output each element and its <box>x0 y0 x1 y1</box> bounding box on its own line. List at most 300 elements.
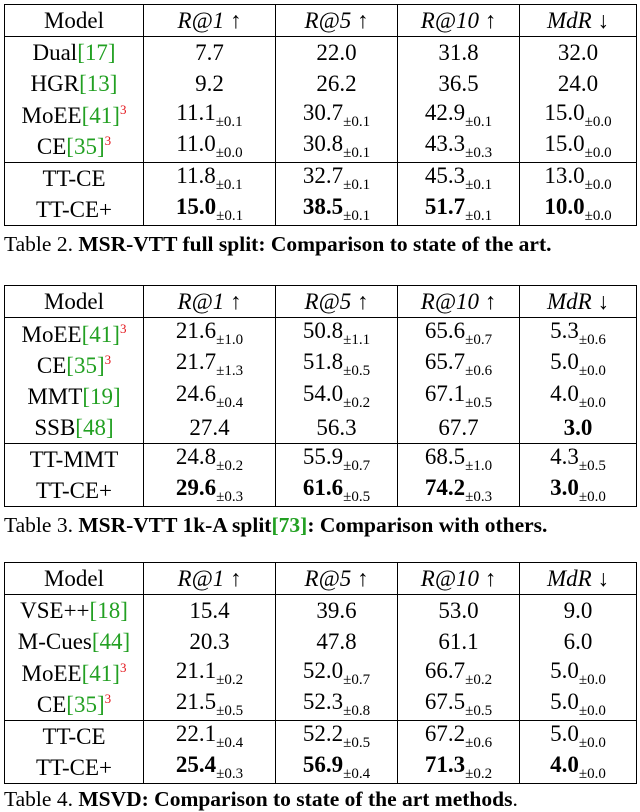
metric-cell <box>398 318 520 350</box>
metric-std: ±0.7 <box>465 332 493 349</box>
model-cell <box>5 720 144 752</box>
header-r1: R@1 ↑ <box>144 5 276 37</box>
metric-value: 32.0 <box>557 40 599 66</box>
model-cell <box>5 381 144 412</box>
metric-value: 3.0 <box>550 475 579 501</box>
metric-cell <box>520 658 637 689</box>
metric-std: ±1.0 <box>465 458 493 475</box>
metric-value: 36.5 <box>438 71 479 97</box>
model-cell <box>5 595 144 627</box>
metric-value: 24.6 <box>175 380 217 406</box>
citation-link[interactable]: [41] <box>81 661 120 687</box>
metric-cell <box>398 626 520 657</box>
footnote-marker[interactable]: 3 <box>104 351 112 367</box>
metric-cell <box>398 131 520 163</box>
metric-cell <box>276 720 398 752</box>
metric-value: 65.6 <box>424 318 466 344</box>
metric-value: 15.0 <box>175 194 217 220</box>
metric-cell <box>144 595 276 627</box>
model-name: TT-CE <box>42 724 106 750</box>
metric-cell <box>144 689 276 721</box>
metric-cell <box>276 443 398 475</box>
metric-cell <box>276 689 398 721</box>
table-row <box>5 443 637 475</box>
results-table-2 <box>4 4 637 226</box>
metric-cell <box>520 131 637 163</box>
model-cell <box>5 626 144 657</box>
model-name: MoEE <box>21 103 82 129</box>
metric-cell <box>276 595 398 627</box>
metric-value: 5.0 <box>550 349 579 375</box>
metric-value: 9.0 <box>563 598 593 624</box>
metric-cell <box>398 475 520 507</box>
metric-value: 11.0 <box>176 130 216 156</box>
metric-value: 61.1 <box>438 629 479 655</box>
table-row <box>5 720 637 752</box>
metric-value: 15.0 <box>544 99 585 125</box>
caption-citation[interactable]: [73] <box>271 513 308 537</box>
metric-std: ±0.0 <box>584 208 612 225</box>
metric-value: 67.5 <box>424 688 466 714</box>
metric-value: 5.0 <box>550 657 579 683</box>
metric-std: ±0.4 <box>343 766 371 783</box>
header-model: Model <box>5 5 144 37</box>
metric-std: ±0.1 <box>215 113 243 130</box>
metric-value: 68.5 <box>424 444 466 470</box>
metric-std: ±0.0 <box>578 363 606 380</box>
metric-std: ±0.7 <box>343 458 371 475</box>
metric-value: 21.5 <box>175 688 217 714</box>
metric-cell <box>520 752 637 784</box>
metric-value: 21.1 <box>175 657 217 683</box>
metric-std: ±0.0 <box>584 113 612 130</box>
metric-std: ±0.3 <box>465 489 493 506</box>
model-name: TT-CE+ <box>35 197 112 223</box>
metric-std: ±0.6 <box>578 332 606 349</box>
metric-std: ±0.1 <box>465 208 493 225</box>
table-row <box>5 100 637 131</box>
metric-value: 50.8 <box>302 318 344 344</box>
model-cell <box>5 318 144 350</box>
header-model: Model <box>5 563 144 595</box>
citation-link[interactable]: [35] <box>66 134 105 160</box>
header-r10: R@10 ↑ <box>398 5 520 37</box>
model-cell <box>5 68 144 99</box>
metric-cell <box>276 100 398 131</box>
metric-value: 71.3 <box>424 752 466 778</box>
metric-std: ±0.3 <box>216 766 244 783</box>
metric-cell <box>276 349 398 380</box>
metric-cell <box>398 412 520 444</box>
table-row <box>5 752 637 784</box>
metric-value: 13.0 <box>544 163 585 189</box>
model-cell <box>5 658 144 689</box>
model-cell <box>5 37 144 69</box>
metric-value: 51.7 <box>424 194 466 220</box>
header-r1: R@1 ↑ <box>144 563 276 595</box>
metric-cell <box>520 720 637 752</box>
metric-cell <box>144 131 276 163</box>
model-name: TT-CE+ <box>35 755 112 781</box>
metric-value: 52.0 <box>302 657 344 683</box>
metric-cell <box>276 626 398 657</box>
metric-cell <box>520 100 637 131</box>
metric-std: ±0.5 <box>343 735 371 752</box>
table-row <box>5 318 637 350</box>
citation-link[interactable]: [19] <box>82 383 121 409</box>
metric-std: ±0.1 <box>343 177 371 194</box>
model-cell <box>5 131 144 163</box>
metric-value: 42.9 <box>424 99 466 125</box>
header-r5: R@5 ↑ <box>276 563 398 595</box>
metric-std: ±0.7 <box>343 671 371 688</box>
metric-value: 52.2 <box>302 721 344 747</box>
model-name: TT-MMT <box>29 447 119 473</box>
metric-cell <box>398 37 520 69</box>
metric-std: ±0.2 <box>465 766 493 783</box>
model-name: MMT <box>27 383 83 409</box>
caption-title: MSR-VTT 1k-A split <box>78 513 272 537</box>
metric-std: ±0.6 <box>465 735 493 752</box>
metric-cell <box>398 194 520 226</box>
metric-cell <box>276 412 398 444</box>
metric-std: ±0.1 <box>465 177 493 194</box>
metric-std: ±0.1 <box>216 208 244 225</box>
model-name: Dual <box>32 40 78 66</box>
metric-std: ±0.3 <box>216 489 244 506</box>
metric-value: 7.7 <box>195 40 224 66</box>
metric-value: 47.8 <box>316 629 357 655</box>
header-r5: R@5 ↑ <box>276 286 398 318</box>
model-cell <box>5 475 144 507</box>
metric-value: 5.0 <box>550 688 579 714</box>
metric-cell <box>276 131 398 163</box>
caption-label: Table 3. <box>4 513 73 537</box>
table-row <box>5 595 637 627</box>
metric-std: ±0.0 <box>578 489 606 506</box>
metric-cell <box>398 752 520 784</box>
metric-cell <box>520 626 637 657</box>
metric-std: ±0.2 <box>465 671 493 688</box>
metric-std: ±0.5 <box>578 458 606 475</box>
metric-cell <box>520 595 637 627</box>
metric-cell <box>144 720 276 752</box>
model-name: MoEE <box>21 321 82 347</box>
citation-link[interactable]: [17] <box>77 40 116 66</box>
header-row <box>5 286 637 318</box>
citation-link[interactable]: [13] <box>79 71 118 97</box>
model-name: CE <box>36 134 67 160</box>
metric-value: 43.3 <box>424 130 466 156</box>
model-name: VSE++ <box>20 598 90 624</box>
header-r10: R@10 ↑ <box>398 563 520 595</box>
metric-value: 32.7 <box>302 163 344 189</box>
table-row <box>5 37 637 69</box>
metric-value: 31.8 <box>438 40 479 66</box>
metric-std: ±0.2 <box>216 458 244 475</box>
caption-label: Table 2. <box>4 232 73 256</box>
header-model: Model <box>5 286 144 318</box>
citation-link[interactable]: [48] <box>75 414 114 440</box>
model-name: TT-CE <box>42 166 106 192</box>
metric-value: 30.8 <box>302 130 344 156</box>
metric-std: ±0.2 <box>343 394 371 411</box>
table-row <box>5 194 637 226</box>
metric-value: 61.6 <box>302 475 344 501</box>
footnote-marker[interactable]: 3 <box>119 102 127 118</box>
metric-std: ±0.5 <box>343 363 371 380</box>
model-cell <box>5 443 144 475</box>
metric-cell <box>276 162 398 194</box>
metric-cell <box>520 194 637 226</box>
citation-link[interactable]: [44] <box>91 629 131 655</box>
table-4-caption <box>4 787 640 812</box>
metric-std: ±0.4 <box>216 735 244 752</box>
header-r10: R@10 ↑ <box>398 286 520 318</box>
footnote-marker[interactable]: 3 <box>104 133 112 149</box>
metric-cell <box>398 68 520 99</box>
metric-cell <box>144 318 276 350</box>
model-cell <box>5 689 144 721</box>
metric-value: 55.9 <box>302 444 344 470</box>
metric-cell <box>276 68 398 99</box>
metric-value: 27.4 <box>189 414 230 440</box>
metric-std: ±0.0 <box>578 394 606 411</box>
metric-cell <box>398 595 520 627</box>
citation-link[interactable]: [41] <box>81 321 120 347</box>
metric-cell <box>144 443 276 475</box>
metric-std: ±0.0 <box>578 671 606 688</box>
metric-std: ±0.5 <box>343 489 371 506</box>
metric-value: 38.5 <box>302 194 344 220</box>
metric-value: 21.6 <box>175 318 217 344</box>
metric-value: 24.0 <box>557 71 599 97</box>
metric-value: 52.3 <box>302 688 344 714</box>
metric-value: 39.6 <box>316 598 357 624</box>
metric-cell <box>398 349 520 380</box>
metric-cell <box>144 194 276 226</box>
metric-std: ±0.5 <box>465 394 493 411</box>
metric-std: ±0.6 <box>465 363 493 380</box>
footnote-marker[interactable]: 3 <box>119 660 127 676</box>
metric-cell <box>144 752 276 784</box>
model-name: CE <box>36 352 67 378</box>
metric-std: ±0.1 <box>343 144 371 161</box>
metric-cell <box>276 318 398 350</box>
metric-cell <box>520 318 637 350</box>
metric-value: 4.3 <box>550 444 579 470</box>
metric-value: 66.7 <box>424 657 466 683</box>
metric-value: 4.0 <box>550 752 579 778</box>
metric-cell <box>144 68 276 99</box>
metric-value: 67.2 <box>424 721 466 747</box>
metric-value: 56.9 <box>302 752 344 778</box>
header-row <box>5 5 637 37</box>
results-table-4 <box>4 562 637 784</box>
metric-value: 54.0 <box>302 380 344 406</box>
metric-value: 25.4 <box>175 752 217 778</box>
model-name: HGR <box>30 71 80 97</box>
model-cell <box>5 412 144 444</box>
metric-std: ±0.0 <box>584 177 612 194</box>
table-row <box>5 349 637 380</box>
model-name: TT-CE+ <box>35 478 112 504</box>
citation-link[interactable]: [41] <box>81 103 120 129</box>
metric-cell <box>520 689 637 721</box>
metric-std: ±1.1 <box>343 332 371 349</box>
metric-cell <box>144 412 276 444</box>
model-name: SSB <box>34 414 76 440</box>
metric-value: 11.8 <box>176 163 216 189</box>
metric-cell <box>520 162 637 194</box>
metric-std: ±1.0 <box>216 332 244 349</box>
metric-std: ±0.1 <box>215 177 243 194</box>
metric-value: 45.3 <box>424 163 466 189</box>
model-cell <box>5 752 144 784</box>
metric-cell <box>276 658 398 689</box>
metric-cell <box>144 100 276 131</box>
metric-std: ±0.2 <box>216 671 244 688</box>
table-row <box>5 475 637 507</box>
metric-value: 5.3 <box>550 318 579 344</box>
metric-cell <box>144 475 276 507</box>
model-name: CE <box>36 692 67 718</box>
metric-cell <box>520 37 637 69</box>
table-row <box>5 162 637 194</box>
header-mdr: MdR ↓ <box>520 563 637 595</box>
metric-std: ±0.0 <box>578 702 606 719</box>
metric-value: 4.0 <box>550 380 579 406</box>
metric-value: 22.0 <box>316 40 357 66</box>
metric-value: 3.0 <box>563 414 593 440</box>
header-mdr: MdR ↓ <box>520 286 637 318</box>
table-row <box>5 68 637 99</box>
metric-std: ±0.1 <box>465 113 493 130</box>
footnote-marker[interactable]: 3 <box>104 691 112 707</box>
metric-value: 74.2 <box>424 475 466 501</box>
metric-cell <box>276 37 398 69</box>
metric-cell <box>144 658 276 689</box>
metric-cell <box>144 626 276 657</box>
caption-title-rest: : Comparison with others. <box>307 513 548 537</box>
metric-value: 67.7 <box>438 414 479 440</box>
metric-cell <box>398 100 520 131</box>
caption-title: MSVD: Comparison to state of the art methods <box>78 787 513 811</box>
model-name: MoEE <box>21 661 82 687</box>
metric-cell <box>520 443 637 475</box>
model-cell <box>5 162 144 194</box>
metric-std: ±0.1 <box>343 113 371 130</box>
metric-value: 6.0 <box>563 629 593 655</box>
metric-value: 15.4 <box>189 598 230 624</box>
metric-value: 26.2 <box>316 71 357 97</box>
metric-cell <box>276 381 398 412</box>
metric-value: 67.1 <box>424 380 466 406</box>
metric-value: 15.0 <box>544 130 585 156</box>
model-name: M-Cues <box>17 629 92 655</box>
header-r5: R@5 ↑ <box>276 5 398 37</box>
metric-std: ±1.3 <box>216 363 244 380</box>
metric-value: 65.7 <box>424 349 466 375</box>
table-row <box>5 412 637 444</box>
metric-cell <box>276 475 398 507</box>
metric-std: ±0.8 <box>343 702 371 719</box>
metric-value: 5.0 <box>550 721 579 747</box>
metric-cell <box>144 162 276 194</box>
caption-title: MSR-VTT full split: Comparison to state of the art. <box>78 232 552 256</box>
table-row <box>5 381 637 412</box>
caption-label: Table 4. <box>4 787 73 811</box>
table-row <box>5 658 637 689</box>
metric-cell <box>520 381 637 412</box>
metric-std: ±0.0 <box>578 735 606 752</box>
metric-cell <box>144 349 276 380</box>
metric-value: 9.2 <box>195 71 224 97</box>
citation-link[interactable]: [35] <box>66 692 105 718</box>
model-cell <box>5 194 144 226</box>
results-table-3 <box>4 285 637 507</box>
footnote-marker[interactable]: 3 <box>119 320 127 336</box>
metric-std: ±0.5 <box>216 702 244 719</box>
metric-std: ±0.1 <box>343 208 371 225</box>
metric-std: ±0.4 <box>216 394 244 411</box>
table-row <box>5 689 637 721</box>
metric-cell <box>276 194 398 226</box>
header-mdr: MdR ↓ <box>520 5 637 37</box>
metric-std: ±0.5 <box>465 702 493 719</box>
metric-std: ±0.0 <box>578 766 606 783</box>
model-cell <box>5 349 144 380</box>
metric-std: ±0.0 <box>584 144 612 161</box>
table-2-caption <box>4 232 640 257</box>
table-row <box>5 626 637 657</box>
table-row <box>5 131 637 163</box>
model-cell <box>5 100 144 131</box>
metric-value: 53.0 <box>438 598 479 624</box>
metric-cell <box>276 752 398 784</box>
header-r1: R@1 ↑ <box>144 286 276 318</box>
metric-cell <box>520 349 637 380</box>
metric-cell <box>144 381 276 412</box>
metric-value: 51.8 <box>302 349 344 375</box>
metric-cell <box>398 162 520 194</box>
metric-value: 56.3 <box>316 414 357 440</box>
caption-title-rest: . <box>512 787 518 811</box>
metric-value: 30.7 <box>302 99 344 125</box>
metric-cell <box>398 720 520 752</box>
metric-cell <box>520 412 637 444</box>
metric-cell <box>144 37 276 69</box>
metric-cell <box>520 68 637 99</box>
metric-cell <box>398 658 520 689</box>
citation-link[interactable]: [35] <box>66 352 105 378</box>
metric-std: ±0.0 <box>215 144 243 161</box>
citation-link[interactable]: [18] <box>89 598 128 624</box>
metric-value: 21.7 <box>175 349 217 375</box>
metric-value: 10.0 <box>544 194 585 220</box>
table-3-caption <box>4 513 640 538</box>
metric-value: 24.8 <box>175 444 217 470</box>
metric-cell <box>398 381 520 412</box>
metric-cell <box>398 689 520 721</box>
metric-cell <box>398 443 520 475</box>
metric-std: ±0.3 <box>465 144 493 161</box>
metric-value: 11.1 <box>176 99 216 125</box>
metric-value: 22.1 <box>175 721 217 747</box>
metric-cell <box>520 475 637 507</box>
metric-value: 29.6 <box>175 475 217 501</box>
header-row <box>5 563 637 595</box>
